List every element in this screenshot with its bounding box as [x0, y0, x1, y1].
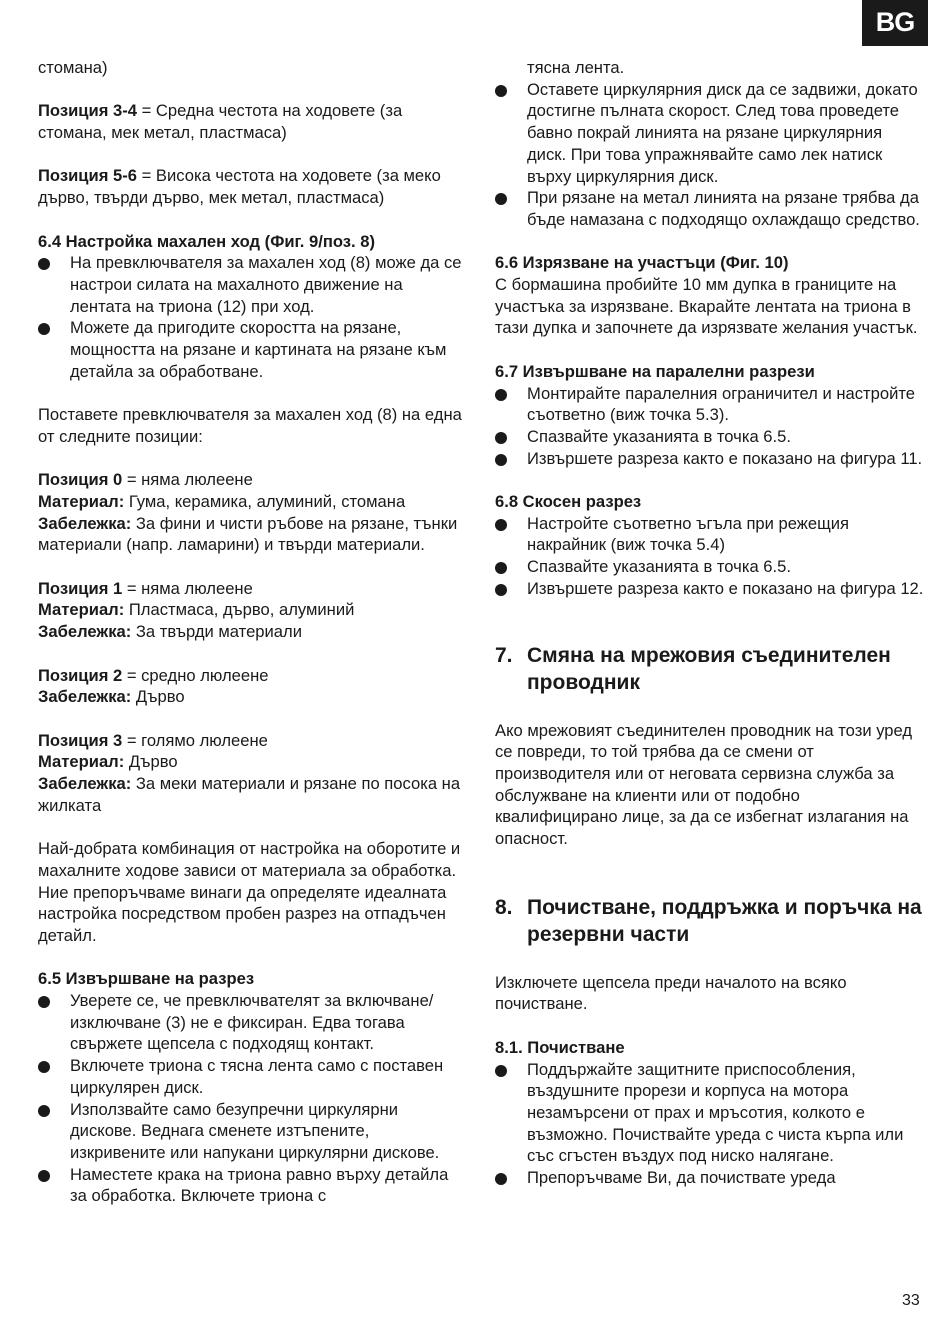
list-8-1	[495, 1059, 925, 1189]
list-6-4	[38, 252, 463, 382]
section-8-text: Изключете щепсела преди началото на всяко почистване.	[495, 972, 847, 1014]
list-item: Извършете разреза както е показано на фигура 11.	[495, 448, 925, 470]
bullet-icon	[495, 1173, 507, 1185]
right-column	[495, 57, 925, 1189]
heading-8-1: 8.1. Почистване	[495, 1037, 625, 1057]
language-tab: BG	[862, 0, 928, 46]
list-item: Използвайте само безупречни циркулярни дискове. Веднага сменете изтъпените, изкривените или напукани циркулярни дискове.	[38, 1099, 463, 1164]
heading-6-4: 6.4 Настройка махален ход (Фиг. 9/поз. 8)	[38, 231, 376, 251]
bullet-icon	[495, 389, 507, 401]
heading-section-8: 8. Почистване, поддръжка и поръчка на резервни части	[495, 895, 922, 946]
list-item: При рязане на метал линията на рязане трябва да бъде намазана с подходящо охлаждащо средство.	[495, 187, 925, 230]
list-item: Спазвайте указанията в точка 6.5.	[495, 426, 925, 448]
position-3-4: Позиция 3-4 = Средна честота на ходовете (за стомана, мек метал, пластмаса)	[38, 101, 403, 143]
position-5-6: Позиция 5-6 = Висока честота на ходовете (за меко дърво, твърди дърво, мек метал, пластмаса)	[38, 166, 441, 208]
list-item: Настройте съответно ъгъла при режещия накрайник (виж точка 5.4)	[495, 513, 925, 556]
list-item: Оставете циркулярния диск да се задвижи, докато достигне пълната скорост. След това проведете бавно покрай линията на рязане циркулярния диск. При това упражнявайте само лек натиск върху циркулярния диск.	[495, 79, 925, 188]
heading-section-7: 7. Смяна на мрежовия съединителен проводник	[495, 643, 891, 694]
position-1-block: Позиция 1 = няма люлеене Материал: Пластмаса, дърво, алуминий Забележка: За твърди материали	[38, 578, 355, 642]
bullet-icon	[495, 85, 507, 97]
continued-text: тясна лента.	[527, 58, 625, 77]
bullet-icon	[495, 584, 507, 596]
heading-6-8: 6.8 Скосен разрез	[495, 492, 642, 512]
page-number: 33	[902, 1292, 920, 1309]
bullet-icon	[495, 193, 507, 205]
list-item: Препоръчваме Ви, да почиствате уреда	[495, 1167, 925, 1189]
section-7-text: Ако мрежовият съединителен проводник на този уред се повреди, то той трябва да се смени от производителя или от неговата сервизна служба за обслужване на клиенти или от подобно квалифицирано лице, за да се избегнат излагания на опасност.	[495, 720, 913, 849]
bullet-icon	[38, 1061, 50, 1073]
best-combination-text: Най-добрата комбинация от настройка на оборотите и махалните ходове зависи от материала за обработка. Ние препоръчваме винаги да определяте идеалната настройка посредством пробен разрез на отпадъчен детайл.	[38, 839, 461, 945]
list-item: На превключвателя за махален ход (8) може да се настрои силата на махалното движение на лентата на триона (12) при ход.	[38, 252, 463, 317]
list-item: Наместете крака на триона равно върху детайла за обработка. Включете триона с	[38, 1164, 463, 1207]
list-6-7	[495, 383, 925, 470]
position-3-block: Позиция 3 = голямо люлеене Материал: Дърво Забележка: За меки материали и рязане по посока на жилката	[38, 730, 461, 815]
section-6-6-text: С бормашина пробийте 10 мм дупка в границите на участъка за изрязване. Вкарайте лентата на триона в тази дупка и започнете да изрязвате желания участък.	[495, 275, 918, 338]
list-item: Уверете се, че превключвателят за включване/изключване (3) не е фиксиран. Едва тогава свържете щепсела с подходящ контакт.	[38, 990, 463, 1055]
list-item: Монтирайте паралелния ограничител и настройте съответно (виж точка 5.3).	[495, 383, 925, 426]
position-0-block: Позиция 0 = няма люлеене Материал: Гума, керамика, алуминий, стомана Забележка: За фини и чисти ръбове на рязане, тънки материали (напр. ламарини) и твърди материали.	[38, 470, 458, 555]
heading-6-7: 6.7 Извършване на паралелни разрези	[495, 361, 815, 381]
continued-text: стомана)	[38, 58, 108, 77]
bullet-icon	[495, 432, 507, 444]
bullet-icon	[495, 1065, 507, 1077]
bullet-icon	[38, 1105, 50, 1117]
list-6-5-continued	[495, 79, 925, 231]
switch-intro: Поставете превключвателя за махален ход (8) на една от следните позиции:	[38, 405, 462, 446]
bullet-icon	[495, 562, 507, 574]
list-item: Можете да пригодите скоростта на рязане, мощността на рязане и картината на рязане към детайла за обработване.	[38, 317, 463, 382]
bullet-icon	[495, 519, 507, 531]
bullet-icon	[38, 258, 50, 270]
bullet-icon	[495, 454, 507, 466]
list-6-5	[38, 990, 463, 1207]
heading-6-5: 6.5 Извършване на разрез	[38, 969, 255, 989]
position-2-block: Позиция 2 = средно люлеене Забележка: Дърво	[38, 665, 269, 707]
list-item: Извършете разреза както е показано на фигура 12.	[495, 578, 925, 600]
heading-6-6: 6.6 Изрязване на участъци (Фиг. 10)	[495, 253, 789, 273]
bullet-icon	[38, 323, 50, 335]
list-6-8	[495, 513, 925, 600]
left-column	[38, 57, 463, 1207]
list-item: Включете триона с тясна лента само с поставен циркулярен диск.	[38, 1055, 463, 1098]
bullet-icon	[38, 1170, 50, 1182]
bullet-icon	[38, 996, 50, 1008]
list-item: Спазвайте указанията в точка 6.5.	[495, 556, 925, 578]
list-item: Поддържайте защитните приспособления, въздушните прорези и корпуса на мотора незамърсени от прах и мръсотия, колкото е възможно. Почиствайте уреда с чиста кърпа или със сгъстен въздух под ниско налягане.	[495, 1059, 925, 1168]
